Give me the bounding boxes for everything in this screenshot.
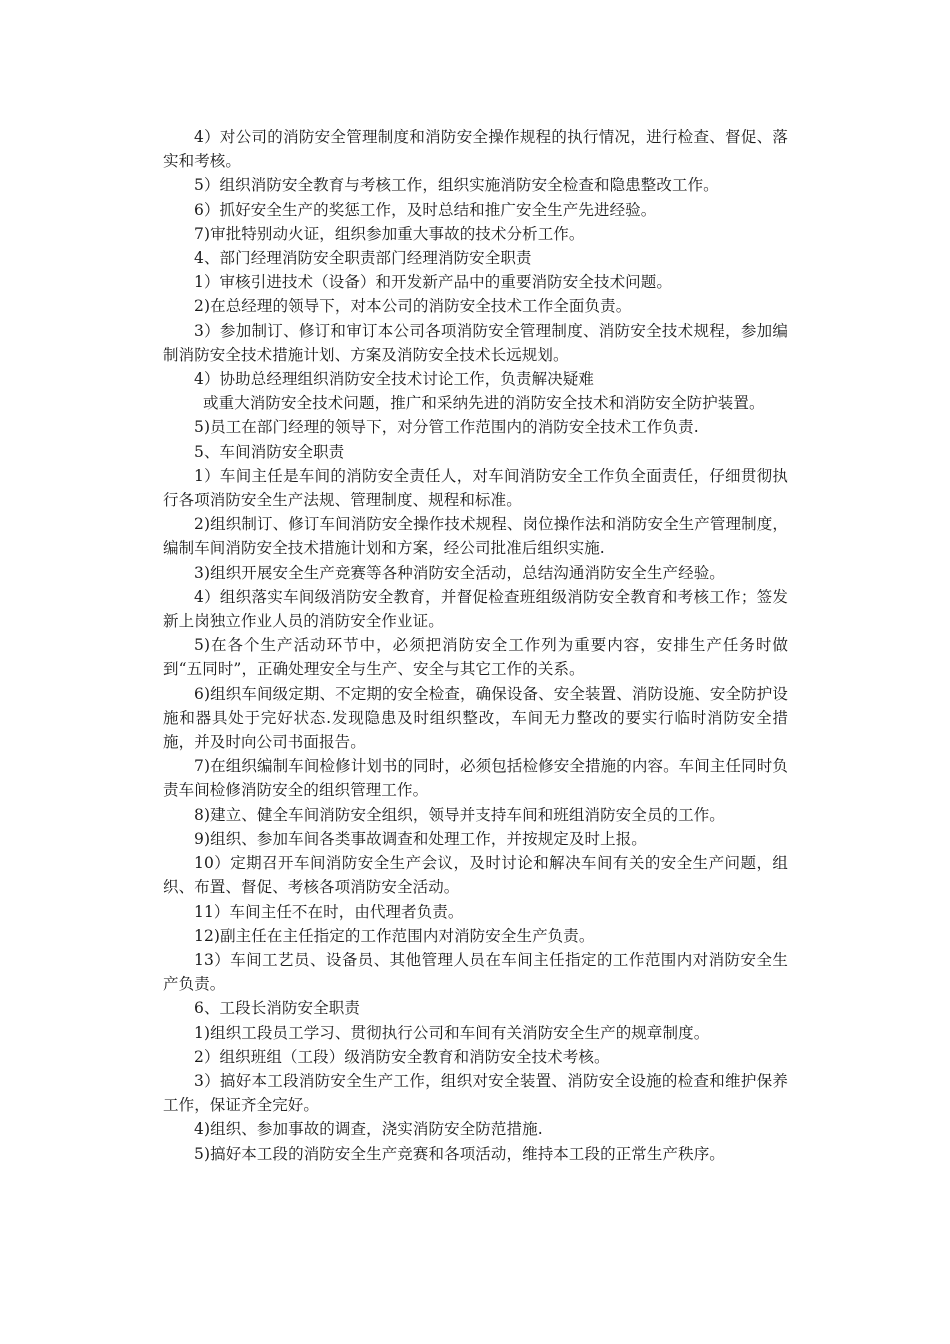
paragraph: 4)组织、参加事故的调查，浇实消防安全防范措施.	[194, 1120, 543, 1139]
paragraph: 11）车间主任不在时，由代理者负责。	[194, 902, 464, 921]
paragraph: 6）抓好安全生产的奖惩工作，及时总结和推广安全生产先进经验。	[194, 200, 657, 219]
paragraph: 1）审核引进技术（设备）和开发新产品中的重要消防安全技术问题。	[194, 273, 672, 292]
paragraph: 4）对公司的消防安全管理制度和消防安全操作规程的执行情况，进行检查、督促、落实和考核。	[163, 128, 788, 171]
section-heading: 6、工段长消防安全职责	[194, 999, 360, 1018]
paragraph: 3)组织开展安全生产竞赛等各种消防安全活动，总结沟通消防安全生产经验。	[194, 563, 725, 582]
paragraph: 1）车间主任是车间的消防安全责任人，对车间消防安全工作负全面责任，仔细贯彻执行各项消防安全生产法规、管理制度、规程和标准。	[163, 466, 788, 510]
paragraph: 13）车间工艺员、设备员、其他管理人员在车间主任指定的工作范围内对消防安全生产负责。	[163, 950, 788, 994]
section-heading: 5、车间消防安全职责	[194, 442, 345, 461]
paragraph: 5)在各个生产活动环节中，必须把消防安全工作列为重要内容，安排生产任务时做到“五同时”，正确处理安全与生产、安全与其它工作的关系。	[163, 636, 788, 679]
paragraph: 3）搞好本工段消防安全生产工作，组织对安全装置、消防安全设施的检查和维护保养工作，保证齐全完好。	[163, 1071, 788, 1115]
paragraph: 7)审批特别动火证，组织参加重大事故的技术分析工作。	[194, 224, 585, 243]
section-heading: 4、部门经理消防安全职责部门经理消防安全职责	[194, 249, 532, 268]
paragraph: 2)组织制订、修订车间消防安全操作技术规程、岗位操作法和消防安全生产管理制度，编制车间消防安全技术措施计划和方案，经公司批准后组织实施.	[163, 515, 788, 558]
paragraph: 7)在组织编制车间检修计划书的同时，必须包括检修安全措施的内容。车间主任同时负责车间检修消防安全的组织管理工作。	[163, 757, 788, 800]
paragraph: 4）协助总经理组织消防安全技术讨论工作，负责解决疑难	[194, 370, 594, 389]
paragraph: 5)搞好本工段的消防安全生产竞赛和各项活动，维持本工段的正常生产秩序。	[194, 1144, 725, 1163]
paragraph: 10）定期召开车间消防安全生产会议，及时讨论和解决车间有关的安全生产问题，组织、布置、督促、考核各项消防安全活动。	[163, 854, 788, 897]
paragraph: 9)组织、参加车间各类事故调查和处理工作，并按规定及时上报。	[194, 829, 647, 848]
paragraph: 2）组织班组（工段）级消防安全教育和消防安全技术考核。	[194, 1047, 610, 1066]
paragraph: 1)组织工段员工学习、贯彻执行公司和车间有关消防安全生产的规章制度。	[194, 1023, 710, 1042]
paragraph: 2)在总经理的领导下，对本公司的消防安全技术工作全面负责。	[194, 297, 632, 316]
document-body	[163, 125, 788, 1166]
paragraph: 4）组织落实车间级消防安全教育，并督促检查班组级消防安全教育和考核工作；签发新上岗独立作业人员的消防安全作业证。	[163, 587, 788, 631]
paragraph: 8)建立、健全车间消防安全组织，领导并支持车间和班组消防安全员的工作。	[194, 805, 725, 824]
paragraph: 或重大消防安全技术问题，推广和采纳先进的消防安全技术和消防安全防护装置。	[203, 394, 765, 413]
paragraph: 12)副主任在主任指定的工作范围内对消防安全生产负责。	[194, 926, 595, 945]
paragraph: 6)组织车间级定期、不定期的安全检查，确保设备、安全装置、消防设施、安全防护设施和器具处于完好状态.发现隐患及时组织整改，车间无力整改的要实行临时消防安全措施，并及时向公司书面报告。	[163, 684, 788, 752]
paragraph: 5）组织消防安全教育与考核工作，组织实施消防安全检查和隐患整改工作。	[194, 176, 719, 195]
paragraph: 5)员工在部门经理的领导下，对分管工作范围内的消防安全技术工作负责.	[194, 418, 699, 437]
paragraph: 3）参加制订、修订和审订本公司各项消防安全管理制度、消防安全技术规程，参加编制消防安全技术措施计划、方案及消防安全技术长远规划。	[163, 321, 788, 364]
